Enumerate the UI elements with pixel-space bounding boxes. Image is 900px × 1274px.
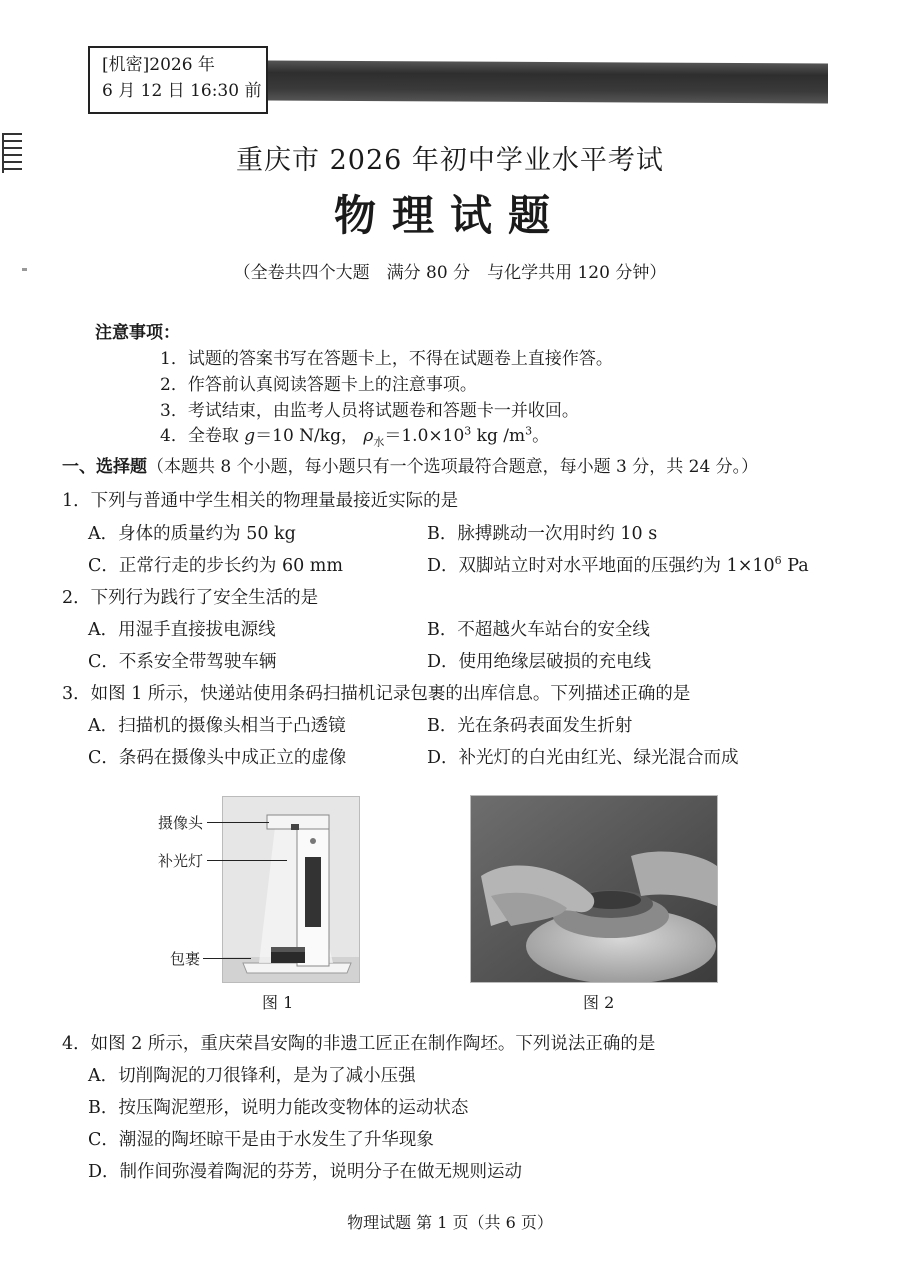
question-3-option-d: D．补光灯的白光由红光、绿光混合而成 — [427, 748, 739, 768]
question-1-stem: 1．下列与普通中学生相关的物理量最接近实际的是 — [62, 491, 459, 511]
question-1-option-d-unit: Pa — [781, 556, 809, 576]
figure-2-photo — [470, 795, 718, 983]
section-1-description: （本题共 8 个小题，每小题只有一个选项最符合题意，每小题 3 分，共 24 分。） — [147, 457, 759, 477]
question-4-option-d: D．制作间弥漫着陶泥的芬芳，说明分子在做无规则运动 — [88, 1162, 523, 1182]
redaction-bar — [268, 61, 828, 104]
page-footer: 物理试题 第 1 页（共 6 页） — [347, 1213, 553, 1232]
note-item-1: 1．试题的答案书写在答题卡上，不得在试题卷上直接作答。 — [160, 349, 613, 369]
gravity-symbol: g — [244, 426, 256, 446]
density-unit-exponent: 3 — [525, 424, 533, 438]
question-2-stem: 2．下列行为践行了安全生活的是 — [62, 588, 319, 608]
label-package: 包裹 — [170, 950, 201, 968]
question-1-option-d — [427, 552, 809, 577]
density-subscript: 水 — [373, 435, 385, 449]
label-camera: 摄像头 — [158, 814, 204, 832]
exam-info: （全卷共四个大题 满分 80 分 与化学共用 120 分钟） — [233, 263, 667, 283]
question-1-option-c: C．正常行走的步长约为 60 mm — [88, 556, 343, 576]
exam-title: 重庆市 2026 年初中学业水平考试 — [236, 145, 664, 176]
question-4-option-b: B．按压陶泥塑形，说明力能改变物体的运动状态 — [88, 1098, 469, 1118]
confidential-line-1: [机密]2026 年 — [102, 55, 215, 75]
label-fill-light: 补光灯 — [158, 852, 204, 870]
note-item-4 — [160, 421, 549, 449]
density-unit: kg /m — [471, 426, 526, 446]
question-4-stem: 4．如图 2 所示，重庆荣昌安陶的非遗工匠正在制作陶坯。下列说法正确的是 — [62, 1034, 656, 1054]
camera-pointer — [207, 822, 269, 823]
density-value: ＝1.0×10 — [384, 426, 465, 446]
section-1-heading — [62, 452, 758, 477]
pottery-illustration — [471, 796, 717, 982]
subject-title: 物理试题 — [333, 191, 566, 240]
scanner-illustration — [223, 797, 359, 982]
question-2-option-b: B．不超越火车站台的安全线 — [427, 620, 650, 640]
section-1-title: 一、选择题 — [62, 457, 147, 477]
question-1-option-a: A．身体的质量约为 50 kg — [88, 524, 296, 544]
figure-1-caption: 图 1 — [262, 993, 294, 1012]
note-item-3: 3．考试结束，由监考人员将试题卷和答题卡一并收回。 — [160, 401, 579, 421]
question-1-option-d-exponent: 6 — [774, 554, 782, 568]
question-3-option-a: A．扫描机的摄像头相当于凸透镜 — [88, 716, 346, 736]
figure-2-caption: 图 2 — [583, 993, 615, 1012]
notes-heading: 注意事项： — [95, 323, 180, 343]
note-item-4-end: 。 — [532, 426, 550, 446]
figure-1-photo — [222, 796, 360, 983]
question-2-option-c: C．不系安全带驾驶车辆 — [88, 652, 277, 672]
note-item-2: 2．作答前认真阅读答题卡上的注意事项。 — [160, 375, 477, 395]
package-pointer — [203, 958, 251, 959]
question-2-option-d: D．使用绝缘层破损的充电线 — [427, 652, 652, 672]
density-exponent: 3 — [464, 424, 472, 438]
light-pointer — [207, 860, 287, 861]
gravity-value: ＝10 N/kg， — [255, 426, 358, 446]
question-1-option-d-text: D．双脚站立时对水平地面的压强约为 1×10 — [427, 556, 775, 576]
note-item-4-prefix: 4．全卷取 — [160, 426, 239, 446]
confidential-box — [88, 46, 268, 114]
question-4-option-c: C．潮湿的陶坯晾干是由于水发生了升华现象 — [88, 1130, 434, 1150]
question-3-option-b: B．光在条码表面发生折射 — [427, 716, 633, 736]
density-symbol: ρ — [363, 426, 374, 446]
question-3-stem: 3．如图 1 所示，快递站使用条码扫描机记录包裹的出库信息。下列描述正确的是 — [62, 684, 691, 704]
question-3-option-c: C．条码在摄像头中成正立的虚像 — [88, 748, 347, 768]
question-1-option-b: B．脉搏跳动一次用时约 10 s — [427, 524, 658, 544]
question-2-option-a: A．用湿手直接拔电源线 — [88, 620, 276, 640]
confidential-line-2: 6 月 12 日 16:30 前 — [102, 81, 262, 101]
question-4-option-a: A．切削陶泥的刀很锋利，是为了减小压强 — [88, 1066, 416, 1086]
